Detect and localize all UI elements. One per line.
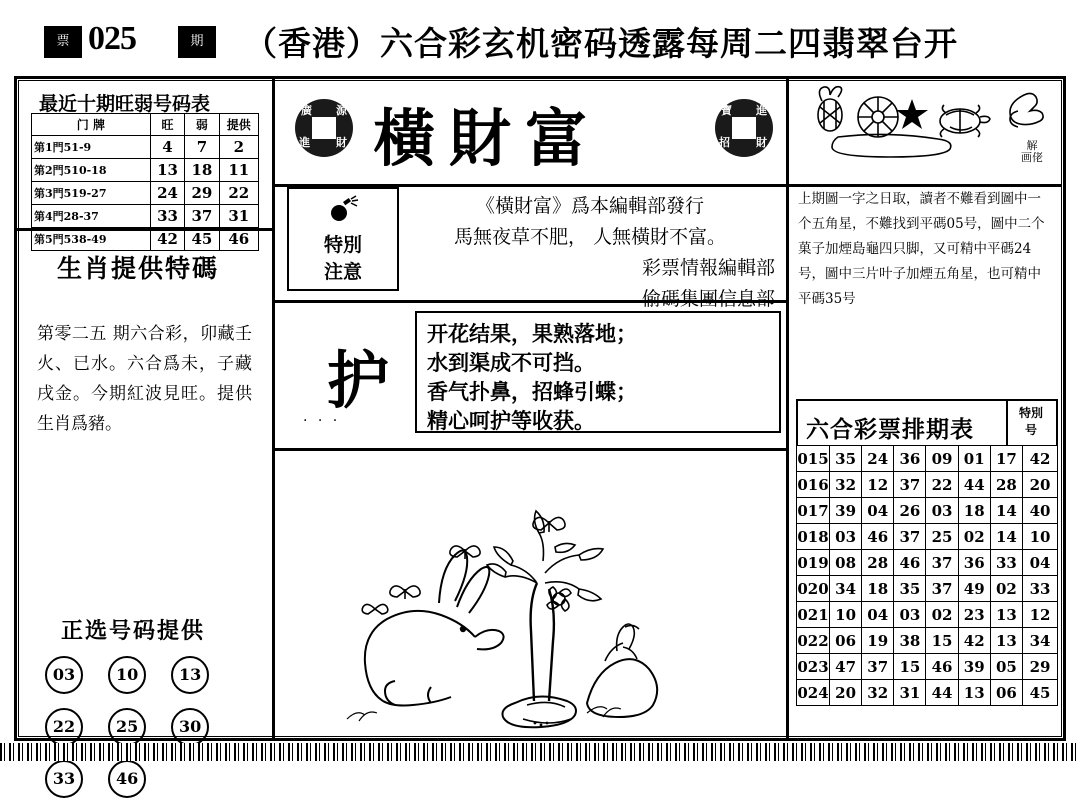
number-ball: 10 [108, 656, 146, 694]
info-dept-line: 偷碼集團信息部 [641, 288, 775, 310]
left-column [17, 79, 272, 788]
row-issue: 018 [797, 524, 830, 550]
forecast-paragraph: 第零二五 期六合彩，卯藏壬火、已水。六合爲未，子藏戌金。今期紅波見旺。提供生肖爲豬。 [37, 324, 252, 434]
seal-char: 進 [299, 136, 310, 149]
num-cell: 06 [830, 628, 862, 654]
row-issue: 022 [797, 628, 830, 654]
number-ball: 25 [108, 708, 146, 746]
num-cell: 10 [830, 602, 862, 628]
seal-char: 廣 [301, 104, 312, 117]
shengxiao-heading: 生肖提供特碼 [57, 254, 220, 283]
number-ball: 33 [45, 760, 83, 798]
num-cell: 36 [958, 550, 990, 576]
num-cell: 28 [862, 550, 894, 576]
col-header-wang: 旺 [150, 114, 184, 136]
cell-tigong: 11 [219, 159, 258, 182]
num-cell: 13 [990, 628, 1022, 654]
num-cell: 44 [926, 680, 958, 706]
schedule-table [796, 445, 1058, 706]
table-row [32, 182, 259, 205]
row-issue: 015 [797, 446, 830, 472]
num-cell: 02 [990, 576, 1022, 602]
special-cell: 04 [1023, 550, 1058, 576]
num-cell: 03 [926, 498, 958, 524]
num-cell: 15 [926, 628, 958, 654]
num-cell: 34 [830, 576, 862, 602]
number-ball: 03 [45, 656, 83, 694]
num-cell: 24 [862, 446, 894, 472]
special-cell: 29 [1023, 654, 1058, 680]
num-cell: 32 [862, 680, 894, 706]
num-cell: 02 [958, 524, 990, 550]
riddle-section [287, 301, 785, 441]
num-cell: 03 [894, 602, 926, 628]
special-cell: 33 [1023, 576, 1058, 602]
row-issue: 019 [797, 550, 830, 576]
header-seal-right: 期 [178, 26, 216, 58]
poem-box [415, 311, 781, 433]
row-label: 第5門538-49 [32, 228, 151, 251]
notice-line-1: 特別 [323, 234, 362, 256]
special-notice-box [287, 187, 399, 291]
num-cell: 14 [990, 498, 1022, 524]
rabbit-and-tree-illustration [287, 451, 785, 731]
special-header-line2: 号 [1024, 423, 1037, 437]
num-cell: 37 [926, 576, 958, 602]
num-cell: 46 [862, 524, 894, 550]
poem-line: 香气扑鼻，招蜂引蝶； [427, 379, 637, 404]
row-issue: 023 [797, 654, 830, 680]
cell-ruo: 45 [185, 228, 219, 251]
num-cell: 15 [894, 654, 926, 680]
num-cell: 13 [990, 602, 1022, 628]
num-cell: 38 [894, 628, 926, 654]
num-cell: 31 [894, 680, 926, 706]
num-cell: 04 [862, 602, 894, 628]
num-cell: 18 [958, 498, 990, 524]
num-cell: 37 [862, 654, 894, 680]
num-cell: 03 [830, 524, 862, 550]
cell-tigong: 31 [219, 205, 258, 228]
number-ball: 13 [171, 656, 209, 694]
right-column [790, 79, 1062, 738]
cell-wang: 42 [150, 228, 184, 251]
num-cell: 39 [958, 654, 990, 680]
selected-numbers-list [35, 649, 263, 805]
schedule-table-title: 六合彩票排期表 [806, 416, 974, 443]
poem-line: 开花结果，果熟落地； [427, 321, 637, 346]
num-cell: 26 [894, 498, 926, 524]
editor-line: 彩票情報編輯部 [641, 257, 775, 279]
publisher-line: 《橫財富》爲本編輯部發行 [475, 195, 704, 217]
wang-ruo-table [31, 113, 259, 251]
num-cell: 18 [862, 576, 894, 602]
selected-numbers-heading: 正选号码提供 [61, 618, 206, 644]
num-cell: 36 [894, 446, 926, 472]
num-cell: 37 [894, 472, 926, 498]
schedule-header-divider [1006, 401, 1008, 445]
num-cell: 37 [894, 524, 926, 550]
svg-text:画佬: 画佬 [1021, 151, 1043, 164]
seal-bao-zhao-jin-cai [715, 99, 773, 157]
row-label: 第1門51-9 [32, 136, 151, 159]
num-cell: 25 [926, 524, 958, 550]
seal-center-box [312, 117, 336, 139]
special-cell: 40 [1023, 498, 1058, 524]
col-header-menpai: 门 牌 [32, 114, 151, 136]
num-cell: 13 [958, 680, 990, 706]
header-seal-left: 票 [44, 26, 82, 58]
number-ball: 46 [108, 760, 146, 798]
table-row [797, 680, 1058, 706]
table-row [32, 159, 259, 182]
cell-ruo: 29 [185, 182, 219, 205]
cell-wang: 13 [150, 159, 184, 182]
num-cell: 47 [830, 654, 862, 680]
publication-title: 橫財富 [373, 102, 602, 175]
middle-column [275, 79, 785, 738]
num-cell: 39 [830, 498, 862, 524]
cell-ruo: 7 [185, 136, 219, 159]
num-cell: 28 [990, 472, 1022, 498]
num-cell: 08 [830, 550, 862, 576]
num-cell: 09 [926, 446, 958, 472]
right-icon-row [790, 85, 1062, 163]
table-row [32, 205, 259, 228]
num-cell: 32 [830, 472, 862, 498]
riddle-dots: . . . [303, 409, 341, 425]
table-row [32, 228, 259, 251]
proverb-line: 馬無夜草不肥， 人無橫財不富。 [453, 226, 727, 248]
table-row [797, 472, 1058, 498]
num-cell: 14 [990, 524, 1022, 550]
seal-char: 財 [756, 136, 767, 149]
row-issue: 017 [797, 498, 830, 524]
table-row [797, 602, 1058, 628]
bomb-icon [289, 195, 397, 230]
table-header-row [32, 114, 259, 136]
row-label: 第4門28-37 [32, 205, 151, 228]
cell-tigong: 22 [219, 182, 258, 205]
schedule-table-wrap [796, 399, 1058, 706]
poem-line: 精心呵护等收获。 [427, 408, 595, 433]
num-cell: 22 [926, 472, 958, 498]
wang-ruo-table-title: 最近十期旺弱号码表 [39, 93, 211, 115]
schedule-table-header [796, 399, 1058, 445]
seal-guang-jin-yuan-cai [295, 99, 353, 157]
commentary-note: 上期圖一字之日取，讀者不難看到圖中一个五角星，不難找到平碼05号，圖中二个菓子加煙島龜四只脚，又可精中平碼24号，圖中三片叶子加煙五角星，也可精中平碼35号 [798, 191, 1045, 307]
num-cell: 49 [958, 576, 990, 602]
number-ball: 22 [45, 708, 83, 746]
row-issue: 024 [797, 680, 830, 706]
num-cell: 35 [830, 446, 862, 472]
special-header-line1: 特別 [1018, 406, 1043, 420]
cell-ruo: 37 [185, 205, 219, 228]
cell-wang: 24 [150, 182, 184, 205]
special-cell: 12 [1023, 602, 1058, 628]
row-issue: 021 [797, 602, 830, 628]
seal-char: 財 [336, 136, 347, 149]
num-cell: 23 [958, 602, 990, 628]
seal-char: 源 [336, 104, 347, 117]
page-title: （香港）六合彩玄机密码透露每周二四翡翠台开 [244, 24, 958, 63]
num-cell: 06 [990, 680, 1022, 706]
special-cell: 45 [1023, 680, 1058, 706]
cell-ruo: 18 [185, 159, 219, 182]
cell-wang: 4 [150, 136, 184, 159]
table-row [797, 576, 1058, 602]
num-cell: 17 [990, 446, 1022, 472]
cell-tigong: 46 [219, 228, 258, 251]
num-cell: 12 [862, 472, 894, 498]
svg-text:解: 解 [1026, 139, 1038, 152]
riddle-character: 护 [327, 344, 390, 417]
publisher-text-block [405, 191, 775, 315]
footer-barcode-strip [0, 743, 1080, 761]
page-header [0, 0, 1080, 74]
poem-line: 水到渠成不可挡。 [427, 350, 595, 375]
num-cell: 33 [990, 550, 1022, 576]
table-row [32, 136, 259, 159]
num-cell: 05 [990, 654, 1022, 680]
num-cell: 01 [958, 446, 990, 472]
special-cell: 34 [1023, 628, 1058, 654]
num-cell: 35 [894, 576, 926, 602]
row-label: 第2門510-18 [32, 159, 151, 182]
col-header-tigong: 提供 [219, 114, 258, 136]
cell-wang: 33 [150, 205, 184, 228]
num-cell: 46 [894, 550, 926, 576]
special-cell: 20 [1023, 472, 1058, 498]
num-cell: 44 [958, 472, 990, 498]
table-row [797, 550, 1058, 576]
number-ball: 30 [171, 708, 209, 746]
num-cell: 37 [926, 550, 958, 576]
issue-number: 025 [88, 20, 136, 57]
row-issue: 016 [797, 472, 830, 498]
table-row [797, 654, 1058, 680]
num-cell: 42 [958, 628, 990, 654]
table-row [797, 524, 1058, 550]
schedule-special-header [1010, 405, 1052, 439]
col-header-ruo: 弱 [185, 114, 219, 136]
num-cell: 02 [926, 602, 958, 628]
row-issue: 020 [797, 576, 830, 602]
cell-tigong: 2 [219, 136, 258, 159]
table-row [797, 628, 1058, 654]
seal-char: 寶 [721, 104, 732, 117]
notice-line-2: 注意 [323, 261, 362, 283]
num-cell: 20 [830, 680, 862, 706]
table-row [797, 498, 1058, 524]
special-cell: 10 [1023, 524, 1058, 550]
seal-char: 招 [719, 136, 730, 149]
table-row [797, 446, 1058, 472]
divider-mid-right [786, 79, 789, 738]
seal-char: 進 [756, 104, 767, 117]
num-cell: 19 [862, 628, 894, 654]
num-cell: 04 [862, 498, 894, 524]
row-label: 第3門519-27 [32, 182, 151, 205]
seal-center-box [732, 117, 756, 139]
special-cell: 42 [1023, 446, 1058, 472]
num-cell: 46 [926, 654, 958, 680]
